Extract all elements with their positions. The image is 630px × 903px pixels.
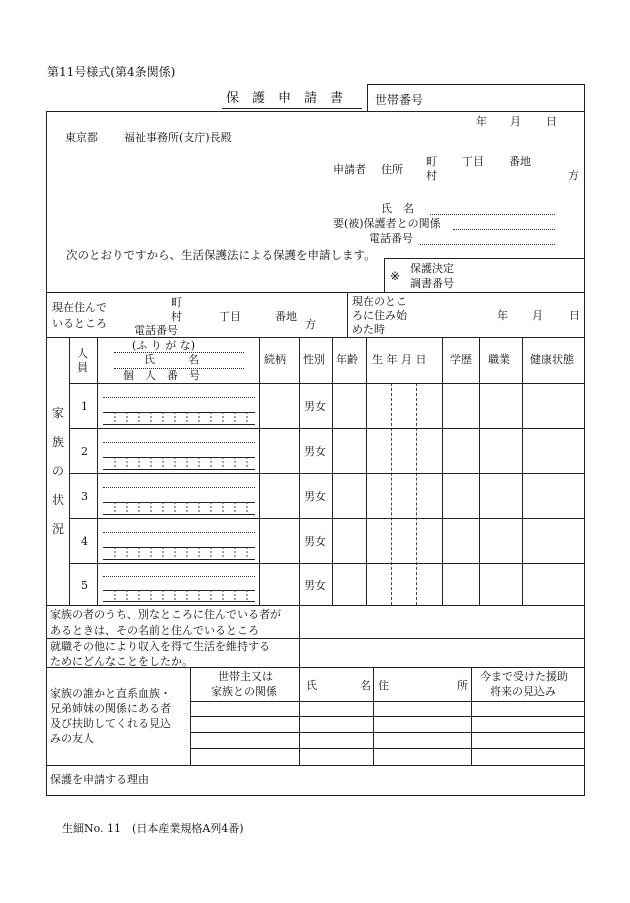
applicant-address-label: 住所 bbox=[381, 163, 403, 176]
header-age: 年齢 bbox=[336, 353, 358, 366]
header-people-2: 員 bbox=[77, 361, 88, 374]
header-birthdate: 生 年 月 日 bbox=[372, 353, 427, 366]
application-statement: 次のとおりですから、生活保護法による保護を申請します。 bbox=[66, 248, 376, 262]
date-month: 月 bbox=[510, 115, 521, 128]
form-number: 第11号様式(第4条関係) bbox=[47, 65, 176, 79]
residence-cho: 町 bbox=[171, 296, 182, 309]
header-education: 学歴 bbox=[450, 353, 472, 366]
family-row-1-no: 1 bbox=[81, 400, 88, 413]
separated-label-2: あるときは、その名前と住んでいるところ bbox=[50, 624, 259, 637]
applicant-town-mura: 村 bbox=[426, 169, 437, 182]
header-occupation: 職業 bbox=[488, 353, 510, 366]
income-efforts-label-2: ためにどんなことをしたか。 bbox=[50, 655, 193, 668]
addressee-tokyo: 東京都 bbox=[65, 131, 98, 144]
family-row-1-sex[interactable]: 男女 bbox=[304, 400, 326, 413]
date-day: 日 bbox=[546, 115, 557, 128]
family-side-label-4: 状 bbox=[52, 493, 65, 507]
residence-kata: 方 bbox=[305, 318, 316, 331]
family-row-5-no: 5 bbox=[81, 579, 88, 592]
family-row-2-sex[interactable]: 男女 bbox=[304, 445, 326, 458]
residence-banchi: 番地 bbox=[275, 310, 297, 323]
support-label-2: 兄弟姉妹の関係にある者 bbox=[50, 702, 171, 715]
family-row-3-no: 3 bbox=[81, 490, 88, 503]
applicant-name-line[interactable] bbox=[430, 214, 555, 215]
applicant-label: 申請者 bbox=[333, 163, 366, 176]
move-in-month: 月 bbox=[532, 309, 543, 322]
family-row-5-sex[interactable]: 男女 bbox=[304, 579, 326, 592]
support-label-1: 家族の誰かと直系血族・ bbox=[50, 687, 171, 700]
addressee-office: 福祉事務所(支庁)長殿 bbox=[124, 131, 232, 144]
header-individual-number: 個 人 番 号 bbox=[123, 369, 200, 382]
form-frame-right bbox=[584, 111, 585, 796]
applicant-relation-line[interactable] bbox=[453, 229, 555, 230]
reason-label: 保護を申請する理由 bbox=[50, 773, 149, 786]
header-sex: 性別 bbox=[303, 353, 325, 366]
individual-number-boxes bbox=[103, 412, 256, 602]
applicant-phone-line[interactable] bbox=[420, 244, 555, 245]
applicant-phone-label: 電話番号 bbox=[369, 232, 413, 245]
form-frame-bottom bbox=[46, 795, 585, 796]
header-health: 健康状態 bbox=[530, 353, 574, 366]
support-col-name-b: 名 bbox=[360, 679, 371, 692]
family-side-label-2: 族 bbox=[52, 435, 65, 449]
separated-label-1: 家族の者のうち、別なところに住んでいる者が bbox=[50, 608, 281, 621]
move-in-label-3: めた時 bbox=[352, 323, 385, 336]
residence-label-2: いるところ bbox=[52, 317, 107, 330]
office-use-mark: ※ bbox=[390, 269, 401, 283]
footer-note: 生細No. 11 (日本産業規格A列4番) bbox=[62, 822, 244, 835]
header-relation: 続柄 bbox=[264, 353, 286, 366]
applicant-relation-label: 要(被)保護者との関係 bbox=[333, 217, 441, 230]
header-people-1: 人 bbox=[77, 347, 88, 360]
support-col-aid-2: 将来の見込み bbox=[490, 685, 556, 698]
applicant-banchi: 番地 bbox=[509, 155, 531, 168]
household-number-label: 世帯番号 bbox=[375, 93, 424, 107]
support-label-4: みの友人 bbox=[50, 732, 94, 745]
residence-mura: 村 bbox=[171, 310, 182, 323]
header-furigana: (ふ り が な) bbox=[132, 339, 196, 352]
form-title: 保 護 申 請 書 bbox=[226, 91, 344, 106]
form-frame-top bbox=[46, 111, 585, 112]
support-col-relation-2: 家族との関係 bbox=[211, 685, 277, 698]
support-col-relation-1: 世帯主又は bbox=[218, 670, 273, 683]
move-in-label-1: 現在のとこ bbox=[352, 295, 407, 308]
family-row-4-sex[interactable]: 男女 bbox=[304, 535, 326, 548]
move-in-year: 年 bbox=[497, 309, 508, 322]
residence-label-1: 現在住んで bbox=[52, 301, 107, 314]
family-side-label-3: の bbox=[52, 464, 65, 478]
move-in-label-2: ろに住み始 bbox=[352, 309, 407, 322]
family-side-label-1: 家 bbox=[52, 406, 65, 420]
applicant-name-label: 氏 名 bbox=[381, 202, 414, 215]
support-col-aid-1: 今まで受けた援助 bbox=[480, 670, 568, 683]
date-year: 年 bbox=[476, 115, 487, 128]
family-side-label-5: 況 bbox=[52, 522, 65, 536]
family-row-2-no: 2 bbox=[81, 445, 88, 458]
header-name: 氏 名 bbox=[144, 353, 199, 366]
family-row-4-no: 4 bbox=[81, 535, 88, 548]
support-col-name-a: 氏 bbox=[306, 679, 317, 692]
support-label-3: 及び扶助してくれる見込 bbox=[50, 717, 171, 730]
applicant-kata: 方 bbox=[568, 169, 579, 182]
office-decision-label: 保護決定 bbox=[410, 262, 454, 275]
applicant-chome: 丁目 bbox=[462, 155, 484, 168]
family-row-3-sex[interactable]: 男女 bbox=[304, 490, 326, 503]
form-frame-left bbox=[46, 111, 47, 796]
office-record-number-label: 調書番号 bbox=[410, 277, 454, 290]
support-col-address-a: 住 bbox=[378, 679, 389, 692]
move-in-day: 日 bbox=[569, 309, 580, 322]
residence-chome: 丁目 bbox=[219, 310, 241, 323]
income-efforts-label-1: 就職その他により収入を得て生活を維持する bbox=[50, 640, 270, 653]
support-col-address-b: 所 bbox=[457, 679, 468, 692]
applicant-town-cho: 町 bbox=[426, 155, 437, 168]
residence-phone-label: 電話番号 bbox=[134, 324, 178, 337]
